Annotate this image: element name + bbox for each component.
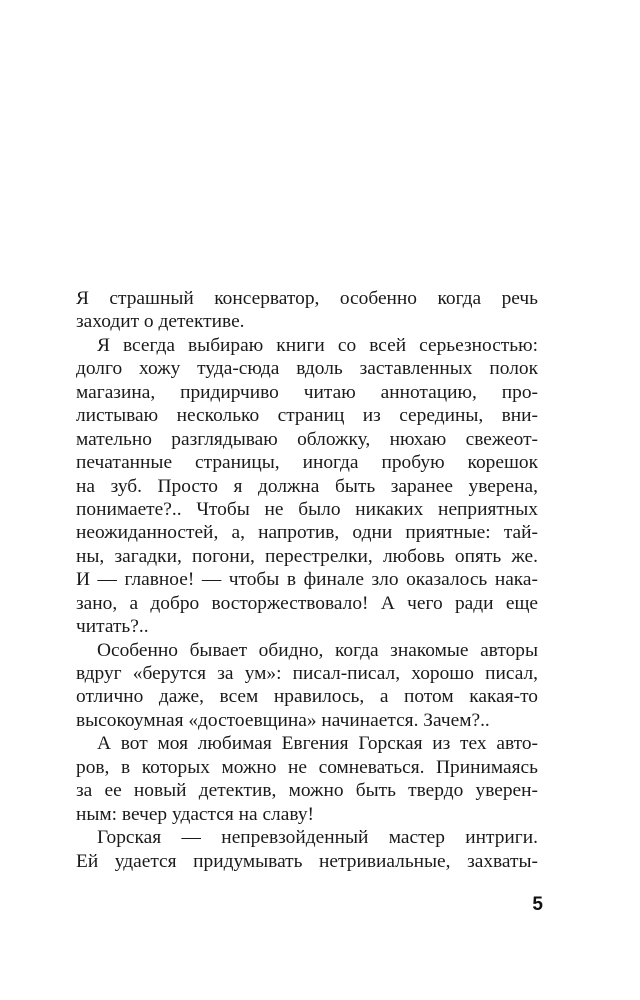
text-line: Ей удается придумывать нетривиальные, захваты-: [76, 850, 538, 872]
text-line: зано, а добро восторжествовало! А чего ради еще: [76, 592, 538, 614]
text-line: неожиданностей, а, напротив, одни приятные: тай-: [76, 522, 538, 544]
text-line: высокоумная «достоевщина» начинается. Зачем?..: [76, 709, 490, 731]
text-line: отлично даже, всем нравилось, а потом какая-то: [76, 686, 538, 708]
text-line: магазина, придирчиво читаю аннотацию, про-: [76, 381, 538, 403]
text-line: Я страшный консерватор, особенно когда речь: [76, 288, 538, 309]
text-line: печатанные страницы, иногда пробую корешок: [76, 452, 538, 474]
text-line: ным: вечер удастся на славу!: [76, 803, 314, 825]
text-line: ров, в которых можно не сомневаться. Принимаясь: [76, 756, 538, 778]
text-line: Горская — непревзойденный мастер интриги.: [97, 827, 538, 849]
text-line: за ее новый детектив, можно быть твердо уверен-: [76, 780, 538, 802]
body-text: [76, 287, 538, 873]
text-line: листываю несколько страниц из середины, вни-: [76, 405, 538, 427]
text-line: долго хожу туда-сюда вдоль заставленных полок: [76, 358, 538, 380]
text-line: И — главное! — чтобы в финале зло оказалось нака-: [76, 569, 538, 591]
text-line: читать?..: [76, 616, 149, 638]
text-line: ны, загадки, погони, перестрелки, любовь опять же.: [76, 545, 538, 567]
page-number: 5: [532, 894, 543, 915]
text-line: Особенно бывает обидно, когда знакомые авторы: [97, 639, 538, 661]
text-line: заходит о детективе.: [76, 311, 245, 333]
text-line: мательно разглядываю обложку, нюхаю свежеот-: [76, 428, 538, 450]
text-line: А вот моя любимая Евгения Горская из тех авто-: [97, 733, 538, 755]
text-line: вдруг «берутся за ум»: писал-писал, хорошо писал,: [76, 663, 538, 684]
text-line: на зуб. Просто я должна быть заранее уверена,: [76, 475, 538, 497]
text-line: Я всегда выбираю книги со всей серьезностью:: [97, 334, 538, 356]
text-line: понимаете?.. Чтобы не было никаких неприятных: [76, 498, 538, 520]
